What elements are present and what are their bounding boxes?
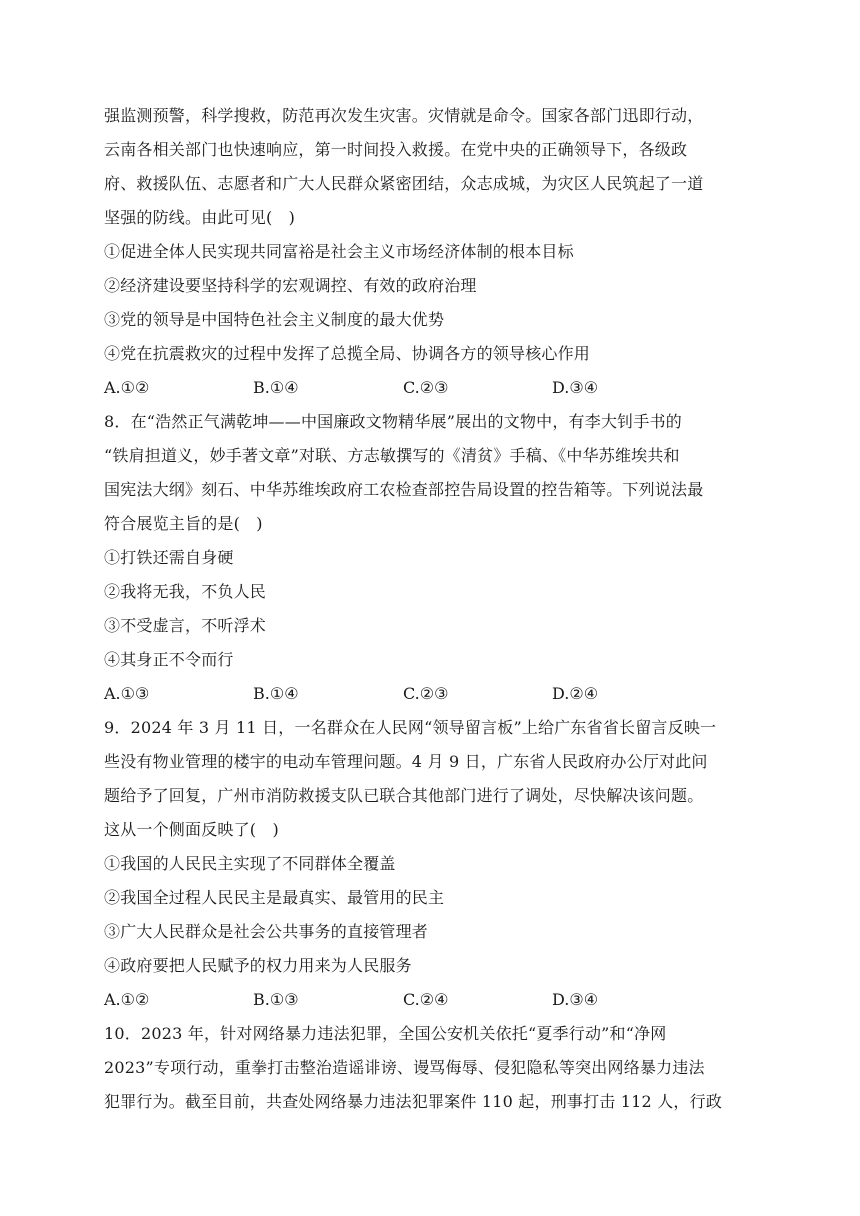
text-line: ③广大人民群众是社会公共事务的直接管理者 — [104, 922, 429, 941]
answer-option-d: D.②④ — [552, 684, 599, 703]
answer-option-c: C.②④ — [403, 990, 449, 1009]
text-line: 云南各相关部门也快速响应，第一时间投入救援。在党中央的正确领导下，各级政 — [104, 140, 688, 159]
text-line: ①促进全体人民实现共同富裕是社会主义市场经济体制的根本目标 — [104, 242, 574, 261]
text-line: 2023”专项行动，重拳打击整治造谣诽谤、谩骂侮辱、侵犯隐私等突出网络暴力违法 — [104, 1058, 705, 1077]
answer-option-d: D.③④ — [552, 990, 599, 1009]
answer-option-b: B.①④ — [253, 684, 299, 703]
answer-option-b: B.①③ — [253, 990, 299, 1009]
answer-options-row — [104, 677, 752, 711]
text-line: 8．在“浩然正气满乾坤——中国廉政文物精华展”展出的文物中，有李大钊手书的 — [104, 412, 682, 431]
text-line: 犯罪行为。截至目前，共查处网络暴力违法犯罪案件 110 起，刑事打击 112 人，行政 — [104, 1092, 723, 1111]
text-line: ②我国全过程人民民主是最真实、最管用的民主 — [104, 888, 445, 907]
answer-option-c: C.②③ — [403, 378, 449, 397]
answer-option-a: A.①② — [104, 990, 150, 1009]
text-line: ④党在抗震救灾的过程中发挥了总揽全局、协调各方的领导核心作用 — [104, 344, 591, 363]
text-line: 强监测预警，科学搜救，防范再次发生灾害。灾情就是命令。国家各部门迅即行动， — [104, 106, 704, 125]
text-line: 些没有物业管理的楼宇的电动车管理问题。4 月 9 日，广东省人民政府办公厅对此问 — [104, 752, 708, 771]
text-line: ①我国的人民民主实现了不同群体全覆盖 — [104, 854, 396, 873]
text-line: ④其身正不令而行 — [104, 650, 234, 669]
answer-option-b: B.①④ — [253, 378, 299, 397]
text-line: 题给予了回复，广州市消防救援支队已联合其他部门进行了调处，尽快解决该问题。 — [104, 786, 704, 805]
text-line: “铁肩担道义，妙手著文章”对联、方志敏撰写的《清贫》手稿、《中华苏维埃共和 — [104, 446, 680, 465]
answer-options-row — [104, 371, 752, 405]
answer-options-row — [104, 983, 752, 1017]
document-body — [104, 99, 752, 1119]
text-line: ④政府要把人民赋予的权力用来为人民服务 — [104, 956, 412, 975]
text-line: ③不受虚言，不听浮术 — [104, 616, 267, 635]
text-line: 10．2023 年，针对网络暴力违法犯罪，全国公安机关依托“夏季行动”和“净网 — [104, 1024, 667, 1043]
answer-option-a: A.①③ — [104, 684, 150, 703]
answer-option-c: C.②③ — [403, 684, 449, 703]
text-line: 府、救援队伍、志愿者和广大人民群众紧密团结，众志成城，为灾区人民筑起了一道 — [104, 174, 704, 193]
answer-option-d: D.③④ — [552, 378, 599, 397]
text-line: ③党的领导是中国特色社会主义制度的最大优势 — [104, 310, 445, 329]
text-line: ①打铁还需自身硬 — [104, 548, 234, 567]
text-line: 国宪法大纲》刻石、中华苏维埃政府工农检查部控告局设置的控告箱等。下列说法最 — [104, 480, 704, 499]
text-line: ②我将无我，不负人民 — [104, 582, 267, 601]
text-line: 9．2024 年 3 月 11 日，一名群众在人民网“领导留言板”上给广东省省长留言反映一 — [104, 718, 717, 737]
text-line: 坚强的防线。由此可见( ) — [104, 208, 296, 227]
answer-option-a: A.①② — [104, 378, 150, 397]
text-line: ②经济建设要坚持科学的宏观调控、有效的政府治理 — [104, 276, 477, 295]
text-line: 这从一个侧面反映了( ) — [104, 820, 279, 839]
text-line: 符合展览主旨的是( ) — [104, 514, 263, 533]
